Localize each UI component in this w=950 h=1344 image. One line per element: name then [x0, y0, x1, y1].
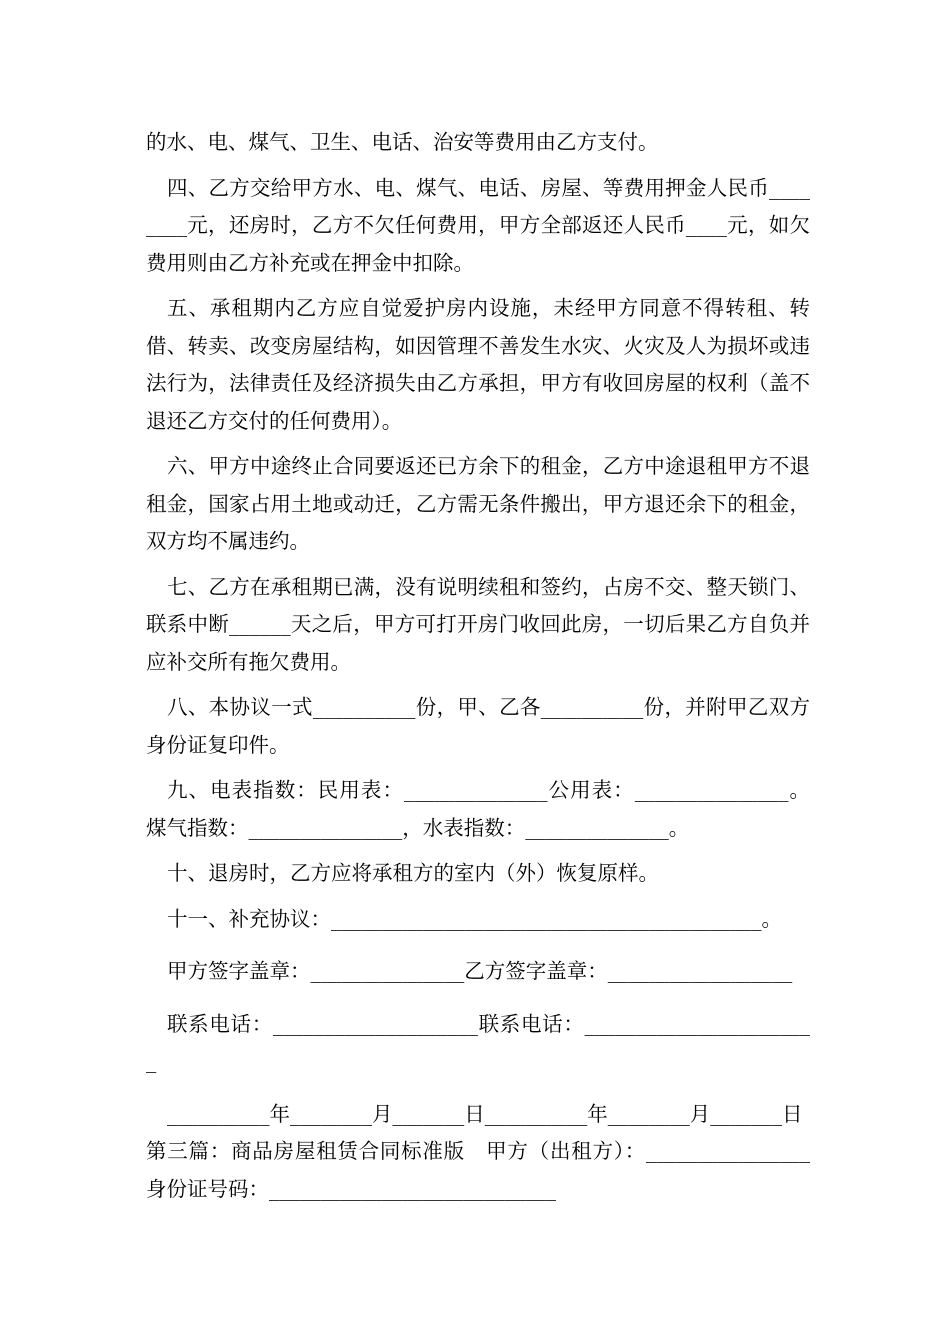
- clause-9-meter-readings: 九、电表指数：民用表：______________公用表：_______________。煤气指数：_______________，水表指数：______________。: [146, 778, 810, 840]
- clause-4-deposit: 四、乙方交给甲方水、电、煤气、电话、房屋、等费用押金人民币________元，还房时，乙方不欠任何费用，甲方全部返还人民币____元，如欠费用则由乙方补充或在押金中扣除。: [146, 175, 810, 275]
- phone-line: 联系电话：____________________联系电话：_______________________: [146, 1011, 810, 1073]
- document-page: [146, 124, 810, 1208]
- clause-7-expiry: 七、乙方在承租期已满，没有说明续租和签约，占房不交、整天锁门、联系中断______天之后，甲方可打开房门收回此房，一切后果乙方自负并应补交所有拖欠费用。: [146, 574, 810, 674]
- paragraph-utilities-payment: 的水、电、煤气、卫生、电话、治安等费用由乙方支付。: [146, 130, 659, 154]
- clause-11-supplement: 十一、补充协议：__________________________________________。: [167, 906, 782, 931]
- clause-10-restore: 十、退房时，乙方应将承租方的室内（外）恢复原样。: [167, 861, 659, 885]
- date-line: __________年________月_______日__________年________月_______日: [167, 1101, 803, 1126]
- clause-8-copies: 八、本协议一式__________份，甲、乙各__________份，并附甲乙双方身份证复印件。: [146, 695, 810, 757]
- signature-line: 甲方签字盖章：_______________乙方签字盖章：__________________: [167, 959, 793, 983]
- section-three-heading: 第三篇：商品房屋租赁合同标准版 甲方（出租方）：________________身份证号码：____________________________: [146, 1139, 810, 1201]
- clause-6-termination: 六、甲方中途终止合同要返还已方余下的租金，乙方中途退租甲方不退租金，国家占用土地或动迁，乙方需无条件搬出，甲方退还余下的租金，双方均不属违约。: [146, 454, 810, 553]
- clause-5-facilities: 五、承租期内乙方应自觉爱护房内设施，未经甲方同意不得转租、转借、转卖、改变房屋结构，如因管理不善发生水灾、火灾及人为损坏或违法行为，法律责任及经济损失由乙方承担，甲方有收回房屋的权利（盖不退还乙方交付的任何费用）。: [146, 296, 810, 433]
